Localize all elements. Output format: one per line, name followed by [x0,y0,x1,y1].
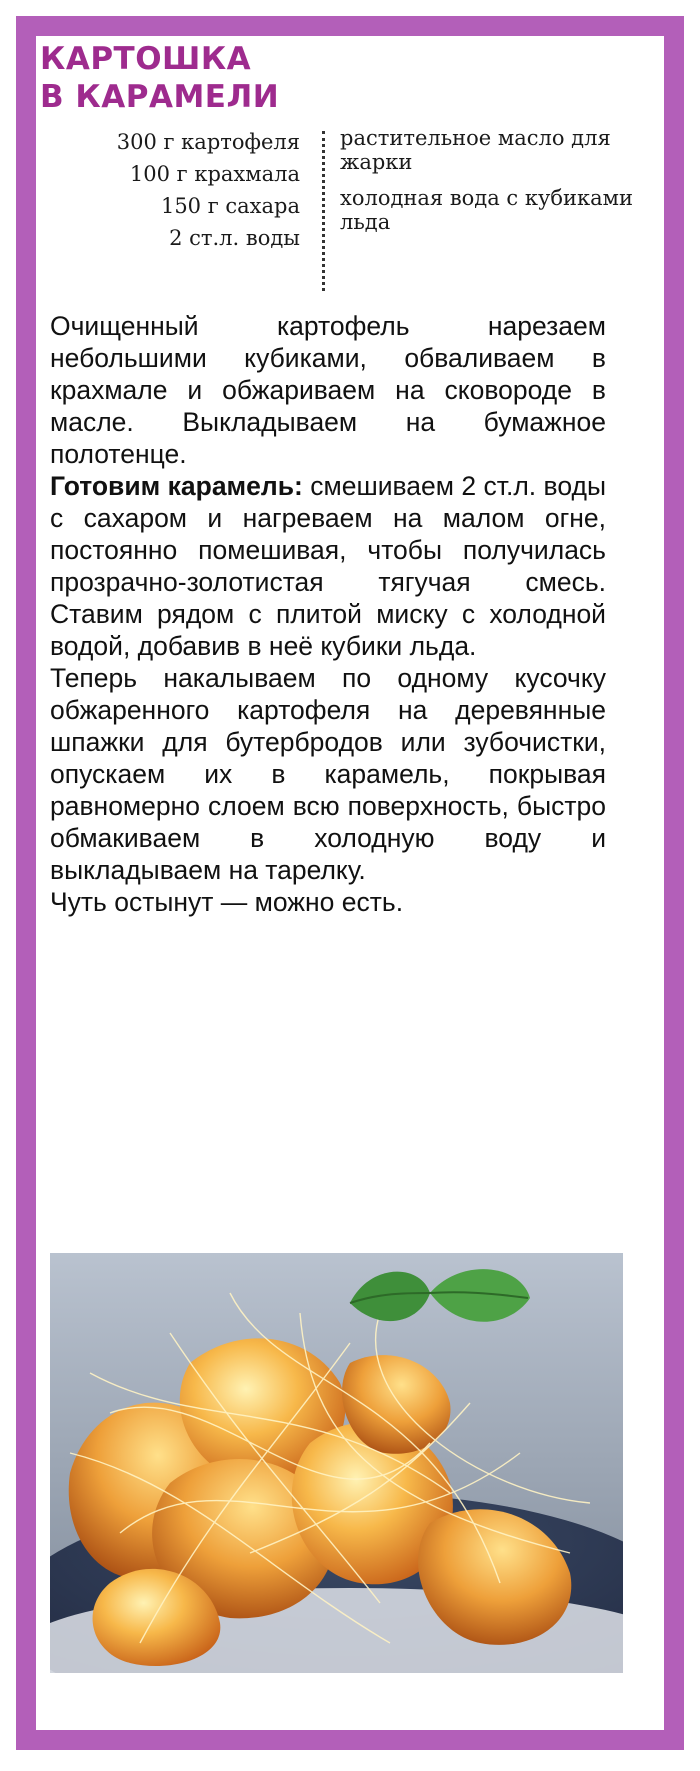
ingredient-item: 150 г сахара [160,194,300,218]
ingredient-item: 2 ст.л. воды [169,226,300,250]
ingredient-item: растительное масло для жарки [340,126,611,174]
instruction-paragraph [50,470,606,662]
ingredient-item: 100 г крахмала [129,162,300,186]
dish-photo [50,1253,623,1673]
title-line-1: КАРТОШКА [40,41,252,77]
ingredient-item: 300 г картофеля [116,130,300,154]
title-line-2: В КАРАМЕЛИ [40,79,280,115]
ingredients-divider [322,131,325,291]
instruction-paragraph: Очищенный картофель нарезаем небольшими кубиками, обваливаем в крахмале и обжариваем на сковороде в масле. Выкладываем на бумажное полотенце. [50,311,606,469]
caramel-heading: Готовим карамель: [50,471,303,501]
instruction-paragraph: Теперь накалываем по одному кусочку обжаренного картофеля на деревянные шпажки для бутербродов или зубочистки, опускаем их в карамель, покрывая равномерно слоем всю поверхность, быстро обмакиваем в холодную воду и выкладываем на тарелку. [50,663,606,885]
caramel-potato-image [50,1253,623,1673]
ingredients-right [340,126,640,246]
caramel-text: смешиваем 2 ст.л. воды с сахаром и нагреваем на малом огне, постоянно помешивая, чтобы получилась прозрачно-золотистая тягучая смесь. Ставим рядом с плитой миску с холодной водой, добавив в неё кубики льда. [50,471,606,661]
instruction-paragraph: Чуть остынут — можно есть. [50,887,404,917]
recipe-title [40,40,279,116]
ingredients-left [50,126,300,254]
recipe-instructions [50,310,606,918]
ingredient-item: холодная вода с кубиками льда [340,186,633,234]
